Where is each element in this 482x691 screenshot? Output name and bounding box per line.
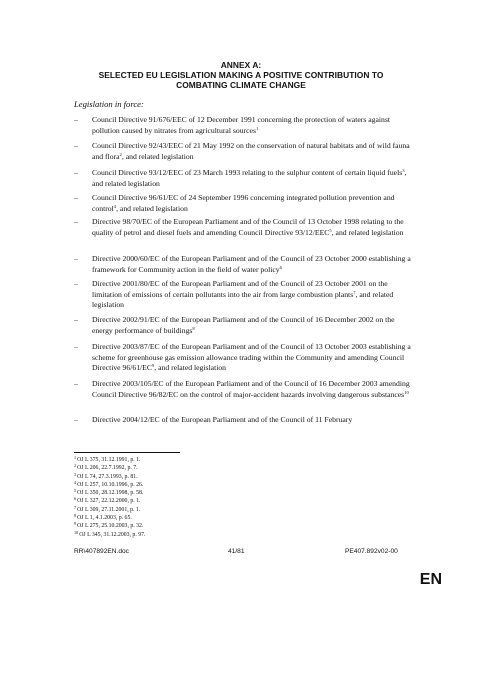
legislation-item <box>74 217 414 238</box>
item-text: Council Directive 96/61/EC of 24 September 1996 concerning integrated pollution prevention and control <box>92 193 395 213</box>
footnote <box>74 473 145 481</box>
annex-subtitle-line1: SELECTED EU LEGISLATION MAKING A POSITIVE CONTRIBUTION TO <box>98 70 384 80</box>
footnote-ref: 2 <box>119 151 122 157</box>
list-dash: – <box>74 217 78 226</box>
footnote <box>74 522 145 530</box>
footnote-ref: 4 <box>113 203 117 209</box>
legislation-item <box>74 168 414 189</box>
footnote-ref: 10 <box>404 389 409 395</box>
footnote-ref: 3 <box>402 168 405 173</box>
footnote-number: 7 <box>74 504 77 510</box>
item-text: Directive 2001/80/EC of the European Parliament and of the Council of 23 October 2001 on the limitation of emissions of certain pollutants into the air from large combustion plants <box>92 279 388 299</box>
language-code: EN <box>419 571 442 588</box>
footnote-number: 2 <box>74 463 77 469</box>
list-dash: – <box>74 168 78 177</box>
annex-subtitle-line2: COMBATING CLIMATE CHANGE <box>176 80 306 90</box>
item-text-tail: , and related legislation <box>92 289 394 310</box>
footer-page-number: 41/81 <box>228 548 245 555</box>
footnote-ref: 7 <box>353 289 356 295</box>
list-dash: – <box>74 193 78 202</box>
footnote-text: OJ L 327, 22.12.2000, p. 1. <box>77 498 141 505</box>
item-text: Directive 2003/105/EC of the European Parliament and of the Council of 16 December 2003 amending Council Directive 96/82/EC on the control of major-accident hazards involving dangerous substances <box>92 379 410 399</box>
footnote <box>74 514 145 522</box>
footnote-text: OJ L 375, 31.12.1991, p. 1. <box>77 457 141 463</box>
footnote-text: OJ L 350, 28.12.1998, p. 58. <box>77 490 144 497</box>
footnote-ref: 9 <box>152 363 155 369</box>
footer-doc-ref: RR\407892EN.doc <box>74 548 129 555</box>
legislation-item <box>74 141 414 162</box>
item-text: Directive 98/70/EC of the European Parliament and of the Council of 13 October 1998 relating to the quality of petrol and diesel fuels and amending Council Directive 93/12/EEC <box>92 217 404 237</box>
list-dash: – <box>74 141 78 150</box>
list-dash: – <box>74 342 78 351</box>
footnote-text: OJ L 257, 10.10.1996, p. 26. <box>77 481 144 488</box>
footnote-ref: 1 <box>255 125 259 131</box>
item-text-tail: , and related legislation <box>116 203 188 213</box>
list-dash: – <box>74 115 78 124</box>
footnote-text: OJ L 206, 22.7.1992, p. 7. <box>77 465 138 472</box>
footnote-ref: 5 <box>329 227 332 233</box>
footnote <box>74 489 145 497</box>
legislation-item <box>74 254 414 275</box>
footnote-text: OJ L 74, 27.3.1993, p. 81. <box>77 473 138 480</box>
footnote-number: 3 <box>74 471 77 477</box>
footnote <box>74 506 145 514</box>
footnote <box>74 464 145 472</box>
item-text: Council Directive 92/43/EEC of 21 May 1992 on the conservation of natural habitats and of wild fauna and flora <box>92 141 410 161</box>
footnote-number: 6 <box>74 496 77 502</box>
legislation-item <box>74 193 414 214</box>
footnote-text: OJ L 1, 4.1.2003, p. 65. <box>77 515 132 522</box>
footnotes <box>74 456 145 539</box>
annex-title: ANNEX A: <box>220 60 262 70</box>
legislation-item <box>74 342 414 374</box>
footnote-ref: 6 <box>279 264 282 270</box>
footnote-text: OJ L 345, 31.12.2003, p. 97. <box>79 531 146 538</box>
item-text-tail: , and related legislation <box>331 227 404 237</box>
footnote-separator <box>74 452 180 453</box>
footnote <box>74 497 145 505</box>
footnote-number: 4 <box>74 479 77 485</box>
footnote <box>74 481 145 489</box>
footnote-text: OJ L 309, 27.11.2001, p. 1. <box>77 506 141 513</box>
footnote-number: 9 <box>74 521 77 527</box>
list-dash: – <box>74 415 78 424</box>
item-text: Directive 2003/87/EC of the European Parliament and of the Council of 13 October 2003 establishing a scheme for greenhouse gas emission allowance trading within the Community and amending Council Directive 96/61/EC <box>92 342 411 373</box>
item-text: Council Directive 91/676/EEC of 12 December 1991 concerning the protection of waters against pollution caused by nitrates from agricultural sources <box>92 115 391 135</box>
list-dash: – <box>74 279 78 288</box>
footnote <box>74 531 145 539</box>
footnote-number: 8 <box>74 513 77 519</box>
legislation-in-force-heading: Legislation in force: <box>74 99 144 109</box>
footnote <box>74 456 145 464</box>
item-text: Council Directive 93/12/EEC of 23 March 1993 relating to the sulphur content of certain liquid fuels <box>92 168 403 177</box>
list-dash: – <box>74 379 78 388</box>
list-dash: – <box>74 315 78 324</box>
footer-pe-ref: PE407.892v02-00 <box>345 548 398 555</box>
item-text: Directive 2000/60/EC of the European Parliament and of the Council of 23 October 2000 establishing a framework for Community action in the field of water policy <box>92 254 411 274</box>
legislation-item <box>74 415 414 426</box>
footnote-ref: 8 <box>192 325 195 331</box>
item-text-tail: , and related legislation <box>154 363 227 373</box>
legislation-item <box>74 115 414 136</box>
legislation-item <box>74 315 414 336</box>
item-text: Directive 2004/12/EC of the European Parliament and of the Council of 11 February <box>92 415 353 424</box>
footnote-text: OJ L 275, 25.10.2003, p. 32. <box>77 523 144 530</box>
footnote-number: 1 <box>74 455 77 460</box>
item-text-tail: , and related legislation <box>121 151 194 161</box>
list-dash: – <box>74 254 78 263</box>
footnote-number: 5 <box>74 488 77 494</box>
footnote-number: 10 <box>74 529 79 535</box>
legislation-item <box>74 379 414 400</box>
item-text: Directive 2002/91/EC of the European Parliament and of the Council of 16 December 2002 on the energy performance of buildings <box>92 315 395 335</box>
item-text-tail: , and related legislation <box>92 168 407 188</box>
legislation-item <box>74 279 414 311</box>
